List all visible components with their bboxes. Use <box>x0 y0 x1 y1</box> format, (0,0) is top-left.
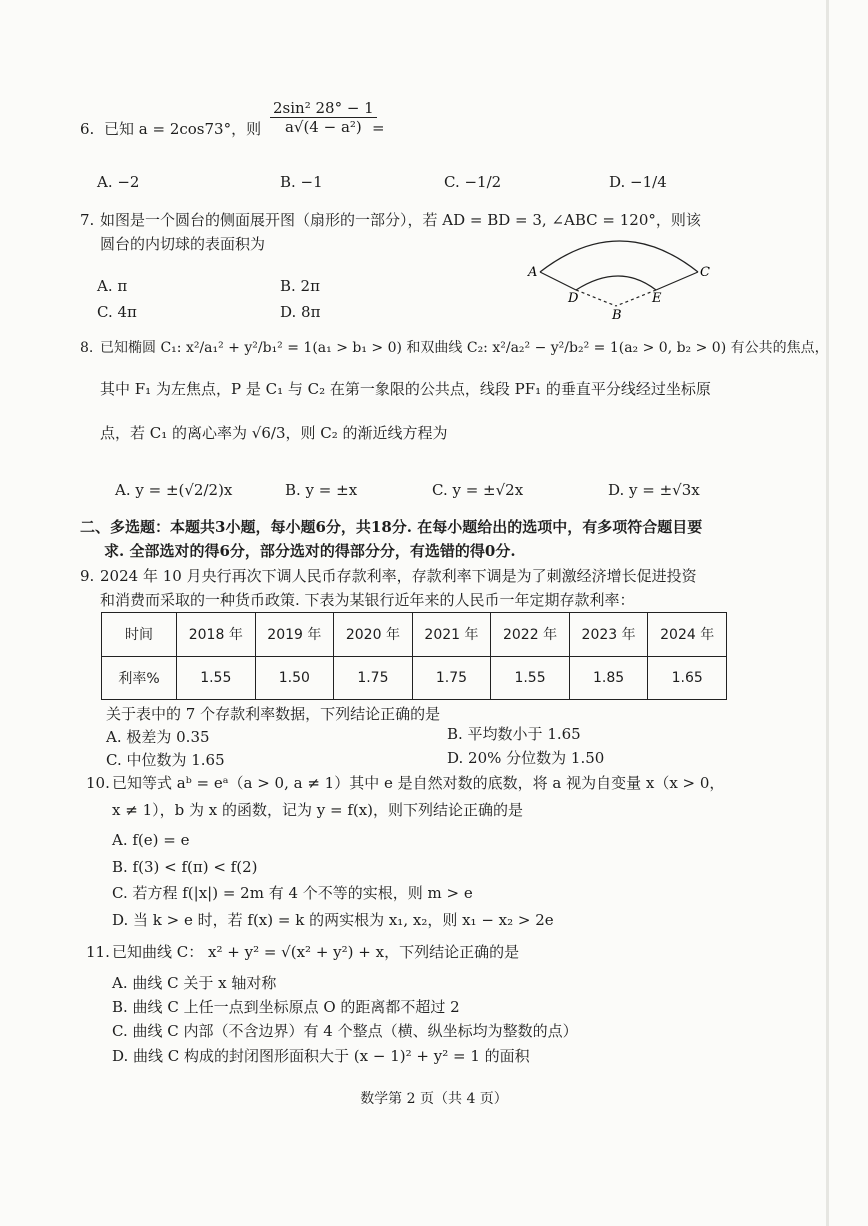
rate-cell: 1.85 <box>569 656 648 700</box>
q11-option-b[interactable]: B. 曲线 C 上任一点到坐标原点 O 的距离都不超过 2 <box>112 998 460 1016</box>
year-cell: 2021 年 <box>412 613 491 657</box>
q9-number: 9. <box>80 567 95 585</box>
rate-cell: 1.65 <box>648 656 727 700</box>
q8-line3: 点，若 C₁ 的离心率为 √6/3，则 C₂ 的渐近线方程为 <box>100 424 448 442</box>
q11-option-a[interactable]: A. 曲线 C 关于 x 轴对称 <box>112 974 277 992</box>
table-row <box>102 613 727 657</box>
section2-heading-line1: 二、多选题：本题共3小题，每小题6分，共18分. 在每小题给出的选项中，有多项符合题目要 <box>80 518 703 536</box>
row-label-rate: 利率% <box>102 656 177 700</box>
year-cell: 2024 年 <box>648 613 727 657</box>
label-a: A <box>528 265 538 280</box>
q11-number: 11. <box>86 943 110 961</box>
q6-fraction-denominator: a√(4 − a²) <box>284 118 362 136</box>
q10-option-d[interactable]: D. 当 k > e 时，若 f(x) = k 的两实根为 x₁, x₂，则 x₁ − x₂ > 2e <box>112 911 554 929</box>
rate-cell: 1.75 <box>412 656 491 700</box>
q6-option-d[interactable]: D. −1/4 <box>609 173 667 191</box>
q6-fraction-numerator: 2sin² 28° − 1 <box>270 99 377 118</box>
inner-arc <box>576 276 656 290</box>
row-label-time: 时间 <box>102 613 177 657</box>
q6-equals: = <box>372 119 385 137</box>
page-footer: 数学第 2 页（共 4 页） <box>360 1091 508 1107</box>
q10-option-b[interactable]: B. f(3) < f(π) < f(2) <box>112 858 258 876</box>
section2-heading-line2: 求. 全部选对的得6分，部分选对的得部分分，有选错的得0分. <box>104 542 516 560</box>
q9-option-c[interactable]: C. 中位数为 1.65 <box>106 751 225 769</box>
scan-edge <box>826 0 829 1226</box>
q6-option-c[interactable]: C. −1/2 <box>444 173 502 191</box>
q10-line2: x ≠ 1），b 为 x 的函数，记为 y = f(x)，则下列结论正确的是 <box>112 801 524 819</box>
q8-number: 8. <box>80 340 94 356</box>
q8-option-c[interactable]: C. y = ±√2x <box>432 481 524 499</box>
q10-line1: 已知等式 aᵇ = eᵃ（a > 0, a ≠ 1）其中 e 是自然对数的底数，将 a 视为自变量 x（x > 0， <box>112 774 725 792</box>
label-d: D <box>568 291 579 306</box>
rate-table <box>101 612 727 700</box>
q6-number: 6. <box>80 120 95 138</box>
q10-option-a[interactable]: A. f(e) = e <box>112 831 190 849</box>
label-e: E <box>652 291 662 306</box>
q7-sector-figure <box>520 228 720 320</box>
q9-option-d[interactable]: D. 20% 分位数为 1.50 <box>447 749 605 767</box>
q8-line1: 已知椭圆 C₁: x²/a₁² + y²/b₁² = 1(a₁ > b₁ > 0) 和双曲线 C₂: x²/a₂² − y²/b₂² = 1(a₂ > 0, b₂ > 0) 有公共的焦点， <box>100 340 829 356</box>
q7-option-b[interactable]: B. 2π <box>280 277 320 295</box>
segment-ad <box>540 272 576 290</box>
q9-option-b[interactable]: B. 平均数小于 1.65 <box>447 725 581 743</box>
rate-cell: 1.55 <box>177 656 256 700</box>
q6-fraction <box>270 99 377 136</box>
q7-line1: 如图是一个圆台的侧面展开图（扇形的一部分），若 AD = BD = 3, ∠ABC = 120°，则该 <box>100 211 701 229</box>
year-cell: 2018 年 <box>177 613 256 657</box>
q9-line2: 和消费而采取的一种货币政策. 下表为某银行近年来的人民币一年定期存款利率： <box>100 591 635 609</box>
q8-option-d[interactable]: D. y = ±√3x <box>608 481 700 499</box>
q9-prompt: 关于表中的 7 个存款利率数据，下列结论正确的是 <box>106 705 441 723</box>
q6-option-a[interactable]: A. −2 <box>97 173 140 191</box>
rate-cell: 1.55 <box>491 656 570 700</box>
year-cell: 2019 年 <box>255 613 334 657</box>
q7-option-d[interactable]: D. 8π <box>280 303 321 321</box>
q9-line1: 2024 年 10 月央行再次下调人民币存款利率，存款利率下调是为了刺激经济增长促进投资 <box>100 567 697 585</box>
q11-option-d[interactable]: D. 曲线 C 构成的封闭图形面积大于 (x − 1)² + y² = 1 的面积 <box>112 1047 530 1065</box>
label-c: C <box>700 265 710 280</box>
segment-eb <box>616 290 656 306</box>
rate-cell: 1.50 <box>255 656 334 700</box>
q8-line2: 其中 F₁ 为左焦点，P 是 C₁ 与 C₂ 在第一象限的公共点，线段 PF₁ 的垂直平分线经过坐标原 <box>100 380 711 398</box>
q11-option-c[interactable]: C. 曲线 C 内部（不含边界）有 4 个整点（横、纵坐标均为整数的点） <box>112 1022 578 1040</box>
q9-option-a[interactable]: A. 极差为 0.35 <box>106 728 210 746</box>
rate-cell: 1.75 <box>334 656 413 700</box>
q7-option-a[interactable]: A. π <box>97 277 128 295</box>
q11-line1: 已知曲线 C： x² + y² = √(x² + y²) + x，下列结论正确的是 <box>112 943 520 961</box>
q10-option-c[interactable]: C. 若方程 f(|x|) = 2m 有 4 个不等的实根，则 m > e <box>112 884 473 902</box>
outer-arc <box>540 241 698 272</box>
q7-line2: 圆台的内切球的表面积为 <box>100 235 266 253</box>
year-cell: 2022 年 <box>491 613 570 657</box>
segment-ce <box>656 272 698 290</box>
q10-number: 10. <box>86 774 110 792</box>
year-cell: 2023 年 <box>569 613 648 657</box>
label-b: B <box>612 308 622 320</box>
year-cell: 2020 年 <box>334 613 413 657</box>
table-row <box>102 656 727 700</box>
q7-option-c[interactable]: C. 4π <box>97 303 137 321</box>
q8-option-b[interactable]: B. y = ±x <box>285 481 358 499</box>
q8-option-a[interactable]: A. y = ±(√2/2)x <box>115 481 233 499</box>
q6-option-b[interactable]: B. −1 <box>280 173 323 191</box>
q6-stem: 已知 a = 2cos73°，则 <box>104 120 262 138</box>
q7-number: 7. <box>80 211 95 229</box>
segment-db <box>576 290 616 306</box>
